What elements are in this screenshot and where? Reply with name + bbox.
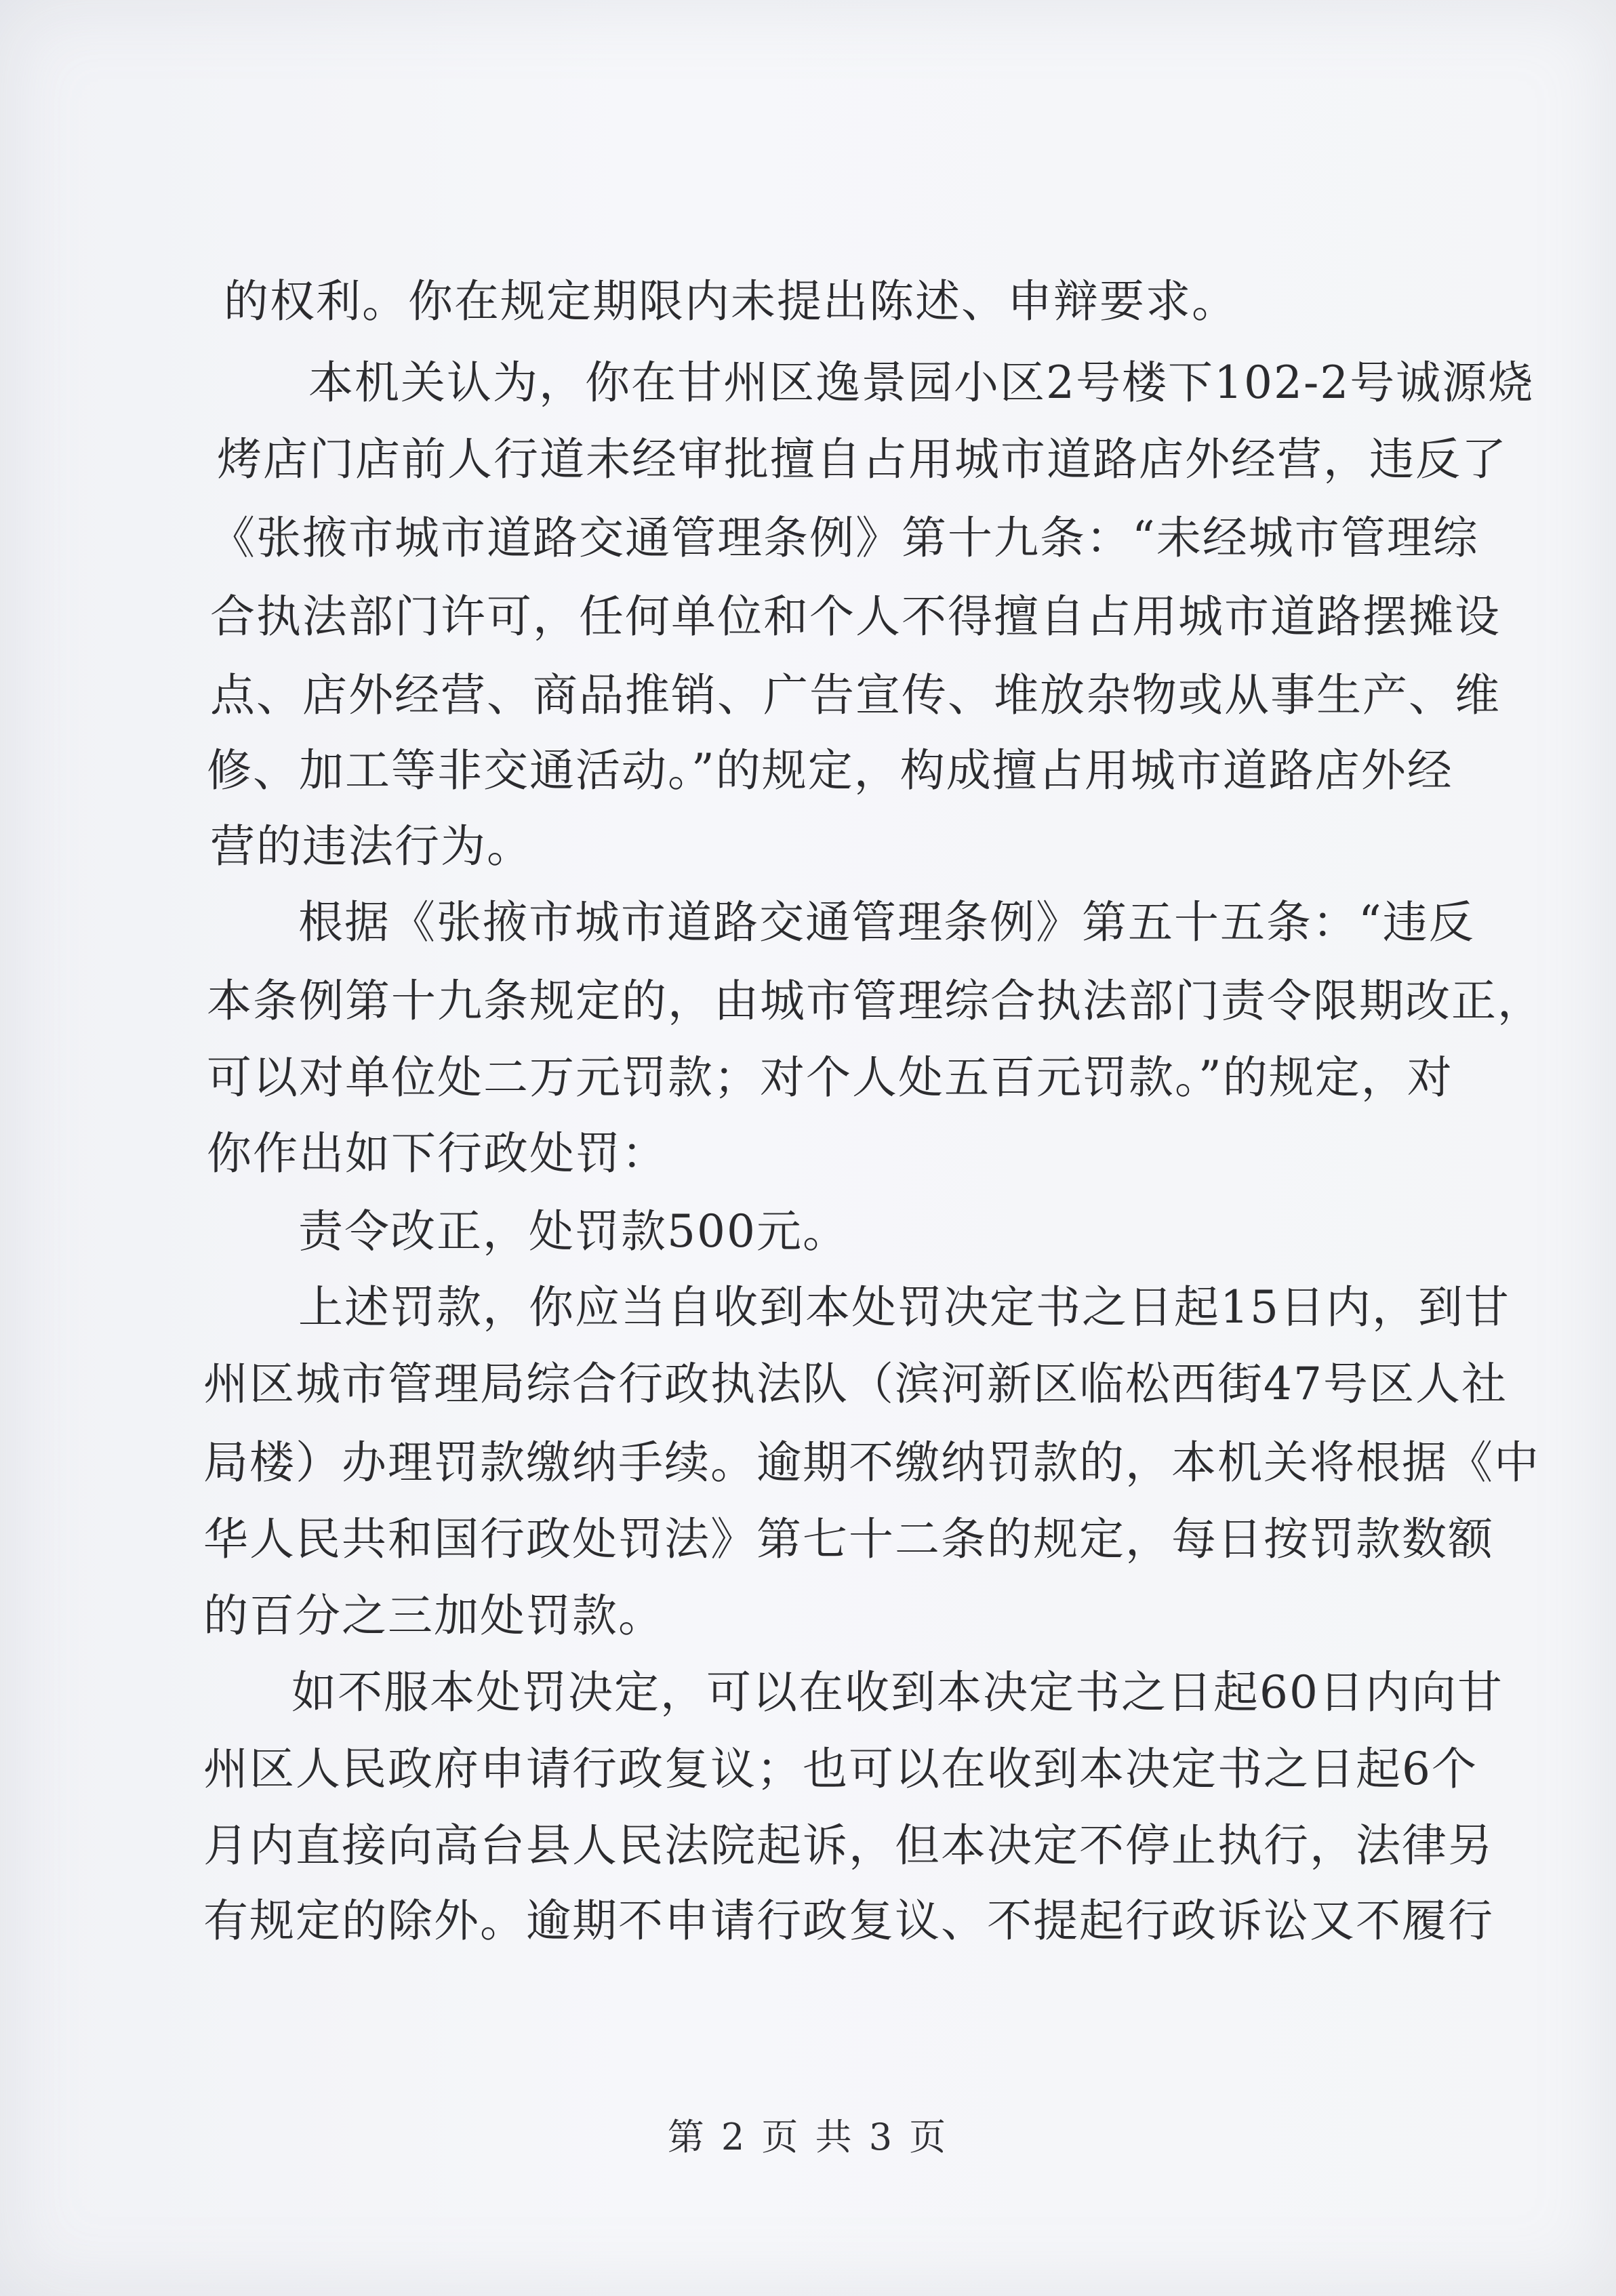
- text-line-2: 本机关认为，你在甘州区逸景园小区2号楼下102-2号诚源烧: [308, 357, 1535, 409]
- text-line-5: 合执法部门许可，任何单位和个人不得擅自占用城市道路摆摊设: [210, 590, 1501, 643]
- text-line-10: 本条例第十九条规定的，由城市管理综合执法部门责令限期改正，: [207, 975, 1543, 1027]
- text-line-22: 有规定的除外。逾期不申请行政复议、不提起行政诉讼又不履行: [203, 1895, 1494, 1947]
- text-line-17: 华人民共和国行政处罚法》第七十二条的规定，每日按罚款数额: [203, 1513, 1494, 1565]
- text-line-7: 修、加工等非交通活动。”的规定，构成擅占用城市道路店外经: [207, 744, 1453, 797]
- text-line-19: 如不服本处罚决定，可以在收到本决定书之日起60日内向甘: [291, 1666, 1503, 1718]
- text-line-14: 上述罚款，你应当自收到本处罚决定书之日起15日内，到甘: [298, 1281, 1510, 1333]
- text-line-16: 局楼）办理罚款缴纳手续。逾期不缴纳罚款的，本机关将根据《中: [203, 1436, 1540, 1489]
- text-line-11: 可以对单位处二万元罚款；对个人处五百元罚款。”的规定，对: [207, 1051, 1453, 1104]
- page-number-footer: 第 2 页 共 3 页: [667, 2116, 949, 2158]
- text-line-4: 《张掖市城市道路交通管理条例》第十九条：“未经城市管理综: [210, 512, 1479, 564]
- text-line-12: 你作出如下行政处罚：: [207, 1127, 668, 1180]
- text-line-21: 月内直接向高台县人民法院起诉，但本决定不停止执行，法律另: [203, 1819, 1494, 1872]
- text-line-20: 州区人民政府申请行政复议；也可以在收到本决定书之日起6个: [203, 1743, 1478, 1795]
- text-line-15: 州区城市管理局综合行政执法队（滨河新区临松西街47号区人社: [203, 1358, 1508, 1410]
- text-line-13: 责令改正，处罚款500元。: [298, 1205, 849, 1257]
- text-line-1: 的权利。你在规定期限内未提出陈述、申辩要求。: [224, 275, 1238, 327]
- text-line-18: 的百分之三加处罚款。: [203, 1590, 664, 1642]
- text-line-6: 点、店外经营、商品推销、广告宣传、堆放杂物或从事生产、维: [210, 669, 1501, 721]
- text-line-8: 营的违法行为。: [210, 820, 533, 872]
- text-line-9: 根据《张掖市城市道路交通管理条例》第五十五条：“违反: [298, 896, 1475, 948]
- text-line-3: 烤店门店前人行道未经审批擅自占用城市道路店外经营，违反了: [217, 433, 1508, 485]
